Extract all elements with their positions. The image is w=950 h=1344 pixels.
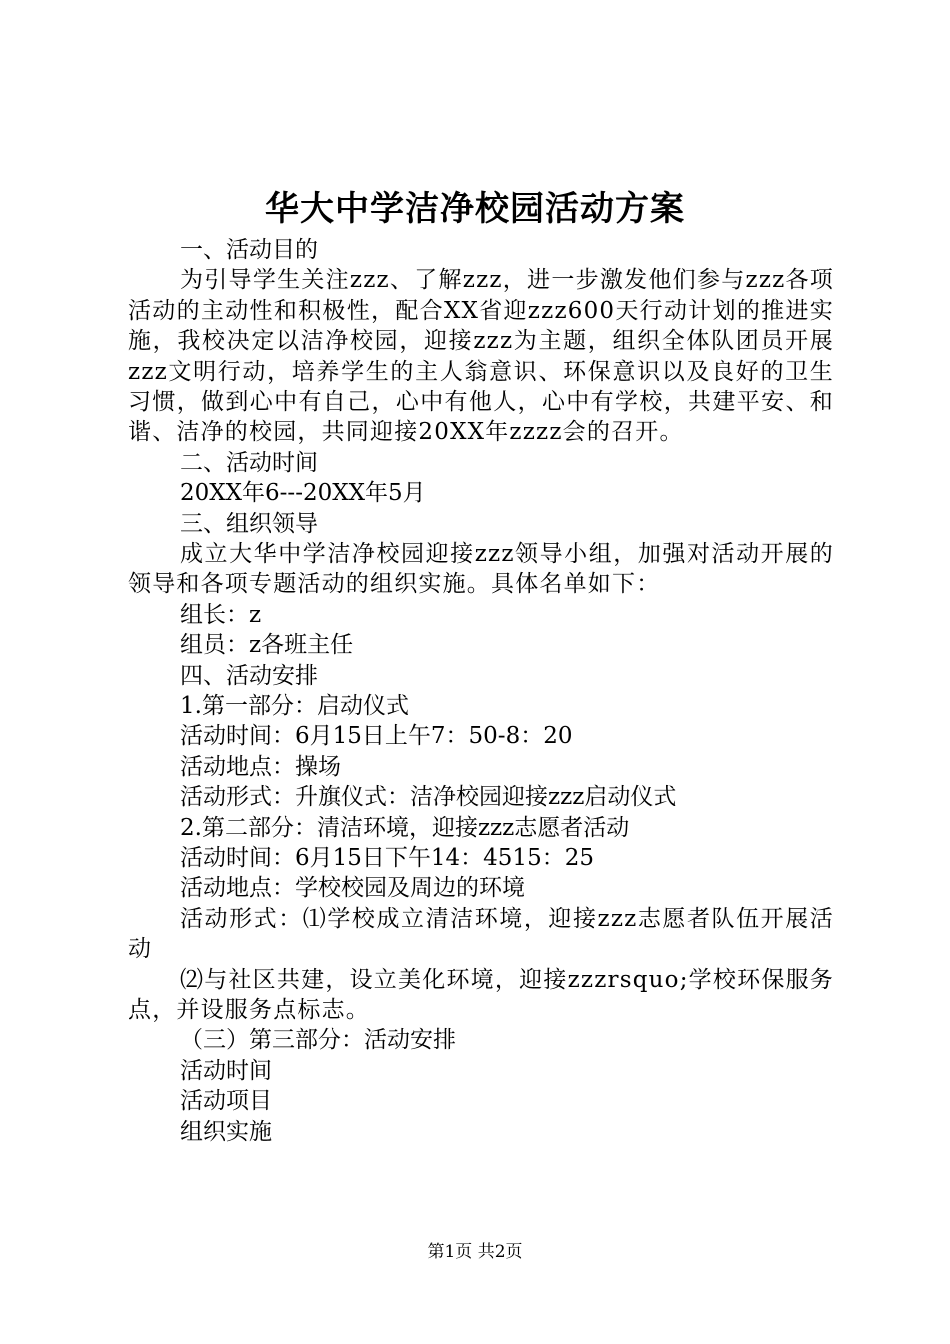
- part3-heading: （三）第三部分：活动安排: [180, 1027, 456, 1054]
- section-heading-organization: 三、组织领导: [180, 510, 318, 537]
- part1-form: 活动形式：升旗仪式：洁净校园迎接zzz启动仪式: [180, 784, 677, 811]
- group-leader: 组长：z: [180, 601, 262, 628]
- part2-place: 活动地点：学校校园及周边的环境: [180, 875, 525, 902]
- section-heading-arrangement: 四、活动安排: [180, 662, 318, 689]
- page-footer: 第1页 共2页: [427, 1242, 523, 1262]
- group-members: 组员：z各班主任: [180, 632, 354, 659]
- part1-heading: 1.第一部分：启动仪式: [180, 692, 409, 719]
- part3-item-project: 活动项目: [180, 1088, 272, 1115]
- part1-time: 活动时间：6月15日上午7：50-8：20: [180, 723, 573, 750]
- part3-item-time: 活动时间: [180, 1057, 272, 1084]
- section-heading-purpose: 一、活动目的: [180, 237, 318, 263]
- part2-heading: 2.第二部分：清洁环境，迎接zzz志愿者活动: [180, 814, 630, 841]
- document-title: 华大中学洁净校园活动方案: [265, 189, 685, 229]
- section-heading-time: 二、活动时间: [180, 449, 318, 476]
- document-body: [128, 235, 834, 1147]
- part2-form-1: 活动形式：⑴学校成立清洁环境，迎接zzz志愿者队伍开展活动: [128, 905, 834, 963]
- purpose-paragraph: 为引导学生关注zzz、了解zzz，进一步激发他们参与zzz各项活动的主动性和积极性，配合XX省迎zzz600天行动计划的推进实施，我校决定以洁净校园，迎接zzz为主题，组织全体队团员开展zzz文明行动，培养学生的主人翁意识、环保意识以及良好的卫生习惯，做到心中有自己，心中有他人，心中有学校，共建平安、和谐、洁净的校园，共同迎接20XX年zzzz会的召开。: [128, 267, 834, 446]
- organization-paragraph: 成立大华中学洁净校园迎接zzz领导小组，加强对活动开展的领导和各项专题活动的组织实施。具体名单如下：: [128, 541, 834, 598]
- part2-time: 活动时间：6月15日下午14：4515：25: [180, 844, 594, 871]
- part2-form-2: ⑵与社区共建，设立美化环境，迎接zzzrsquo;学校环保服务点，并设服务点标志。: [128, 966, 834, 1023]
- part3-item-implementation: 组织实施: [180, 1118, 272, 1145]
- part1-place: 活动地点：操场: [180, 753, 341, 780]
- activity-period: 20XX年6---20XX年5月: [180, 480, 426, 507]
